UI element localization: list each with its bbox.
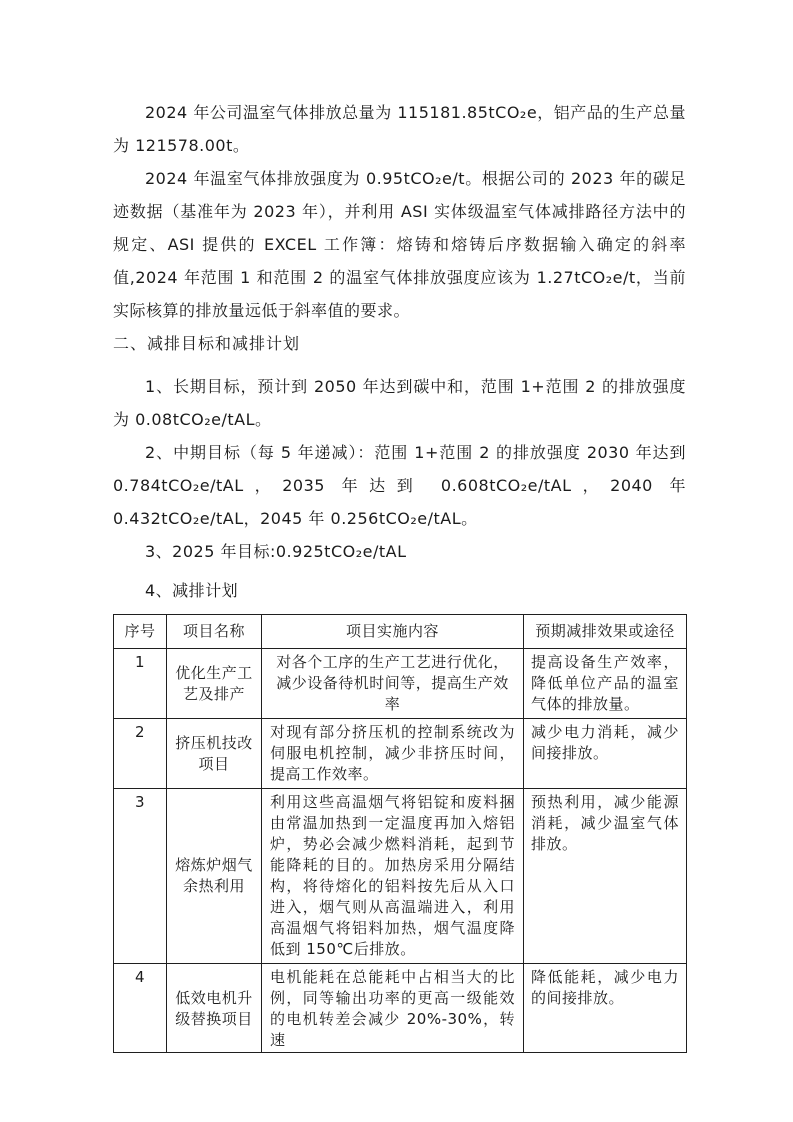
cell-effect: 降低能耗，减少电力的间接排放。: [524, 964, 687, 1053]
reduction-plan-table: [113, 614, 687, 1053]
cell-project-name: 低效电机升级替换项目: [167, 964, 262, 1053]
cell-project-name: 熔炼炉烟气余热利用: [167, 789, 262, 964]
cell-project-name: 优化生产工艺及排产: [167, 649, 262, 719]
cell-project-name: 挤压机技改项目: [167, 719, 262, 789]
cell-no: 2: [114, 719, 167, 789]
table-header-row: [114, 615, 687, 649]
cell-effect: 预热利用，减少能源消耗，减少温室气体排放。: [524, 789, 687, 964]
list-item-reduction-plan: 4、减排计划: [145, 581, 239, 600]
paragraph-emission-intensity: 2024 年温室气体排放强度为 0.95tCO₂e/t。根据公司的 2023 年的碳足迹数据（基准年为 2023 年），并利用 ASI 实体级温室气体减排路径方法中的规定、ASI 提供的 EXCEL 工作簿：熔铸和熔铸后序数据输入确定的斜率值,2024 年范围 1 和范围 2 的温室气体排放强度应该为 1.27tCO₂e/t，当前实际核算的排放量远低于斜率值的要求。: [113, 169, 686, 320]
table-header-no: 序号: [114, 615, 167, 649]
cell-effect: 提高设备生产效率，降低单位产品的温室气体的排放量。: [524, 649, 687, 719]
list-item-long-term-goal: 1、长期目标，预计到 2050 年达到碳中和，范围 1+范围 2 的排放强度为 0.08tCO₂e/tAL。: [113, 377, 686, 429]
document-content: [113, 96, 686, 1053]
table-row: [114, 789, 687, 964]
table-header-effect: 预期减排效果或途径: [524, 615, 687, 649]
cell-effect: 减少电力消耗，减少间接排放。: [524, 719, 687, 789]
cell-content: 对各个工序的生产工艺进行优化，减少设备待机时间等，提高生产效率: [262, 649, 524, 719]
table-row: [114, 964, 687, 1053]
cell-no: 3: [114, 789, 167, 964]
cell-no: 1: [114, 649, 167, 719]
table-header-project-name: 项目名称: [167, 615, 262, 649]
cell-no: 4: [114, 964, 167, 1053]
cell-content: 利用这些高温烟气将铝锭和废料捆由常温加热到一定温度再加入熔铝炉，势必会减少燃料消耗，起到节能降耗的目的。加热房采用分隔结构，将待熔化的铝料按先后从入口进入，烟气则从高温端进入，利用高温烟气将铝料加热，烟气温度降低到 150℃后排放。: [262, 789, 524, 964]
table-row: [114, 719, 687, 789]
cell-content: 对现有部分挤压机的控制系统改为伺服电机控制，减少非挤压时间，提高工作效率。: [262, 719, 524, 789]
table-header-content: 项目实施内容: [262, 615, 524, 649]
section-heading: 二、减排目标和减排计划: [113, 334, 301, 353]
cell-content: 电机能耗在总能耗中占相当大的比例，同等输出功率的更高一级能效的电机转差会减少 20%-30%，转速: [262, 964, 524, 1053]
list-item-2025-goal: 3、2025 年目标:0.925tCO₂e/tAL: [145, 542, 407, 561]
list-item-mid-term-goal: 2、中期目标（每 5 年递减）：范围 1+范围 2 的排放强度 2030 年达到 0.784tCO₂e/tAL，2035 年达到 0.608tCO₂e/tAL，2040 年 0.432tCO₂e/tAL，2045 年 0.256tCO₂e/tAL。: [113, 443, 686, 528]
paragraph-emissions-total: 2024 年公司温室气体排放总量为 115181.85tCO₂e，铝产品的生产总量为 121578.00t。: [113, 103, 686, 155]
table-row: [114, 649, 687, 719]
